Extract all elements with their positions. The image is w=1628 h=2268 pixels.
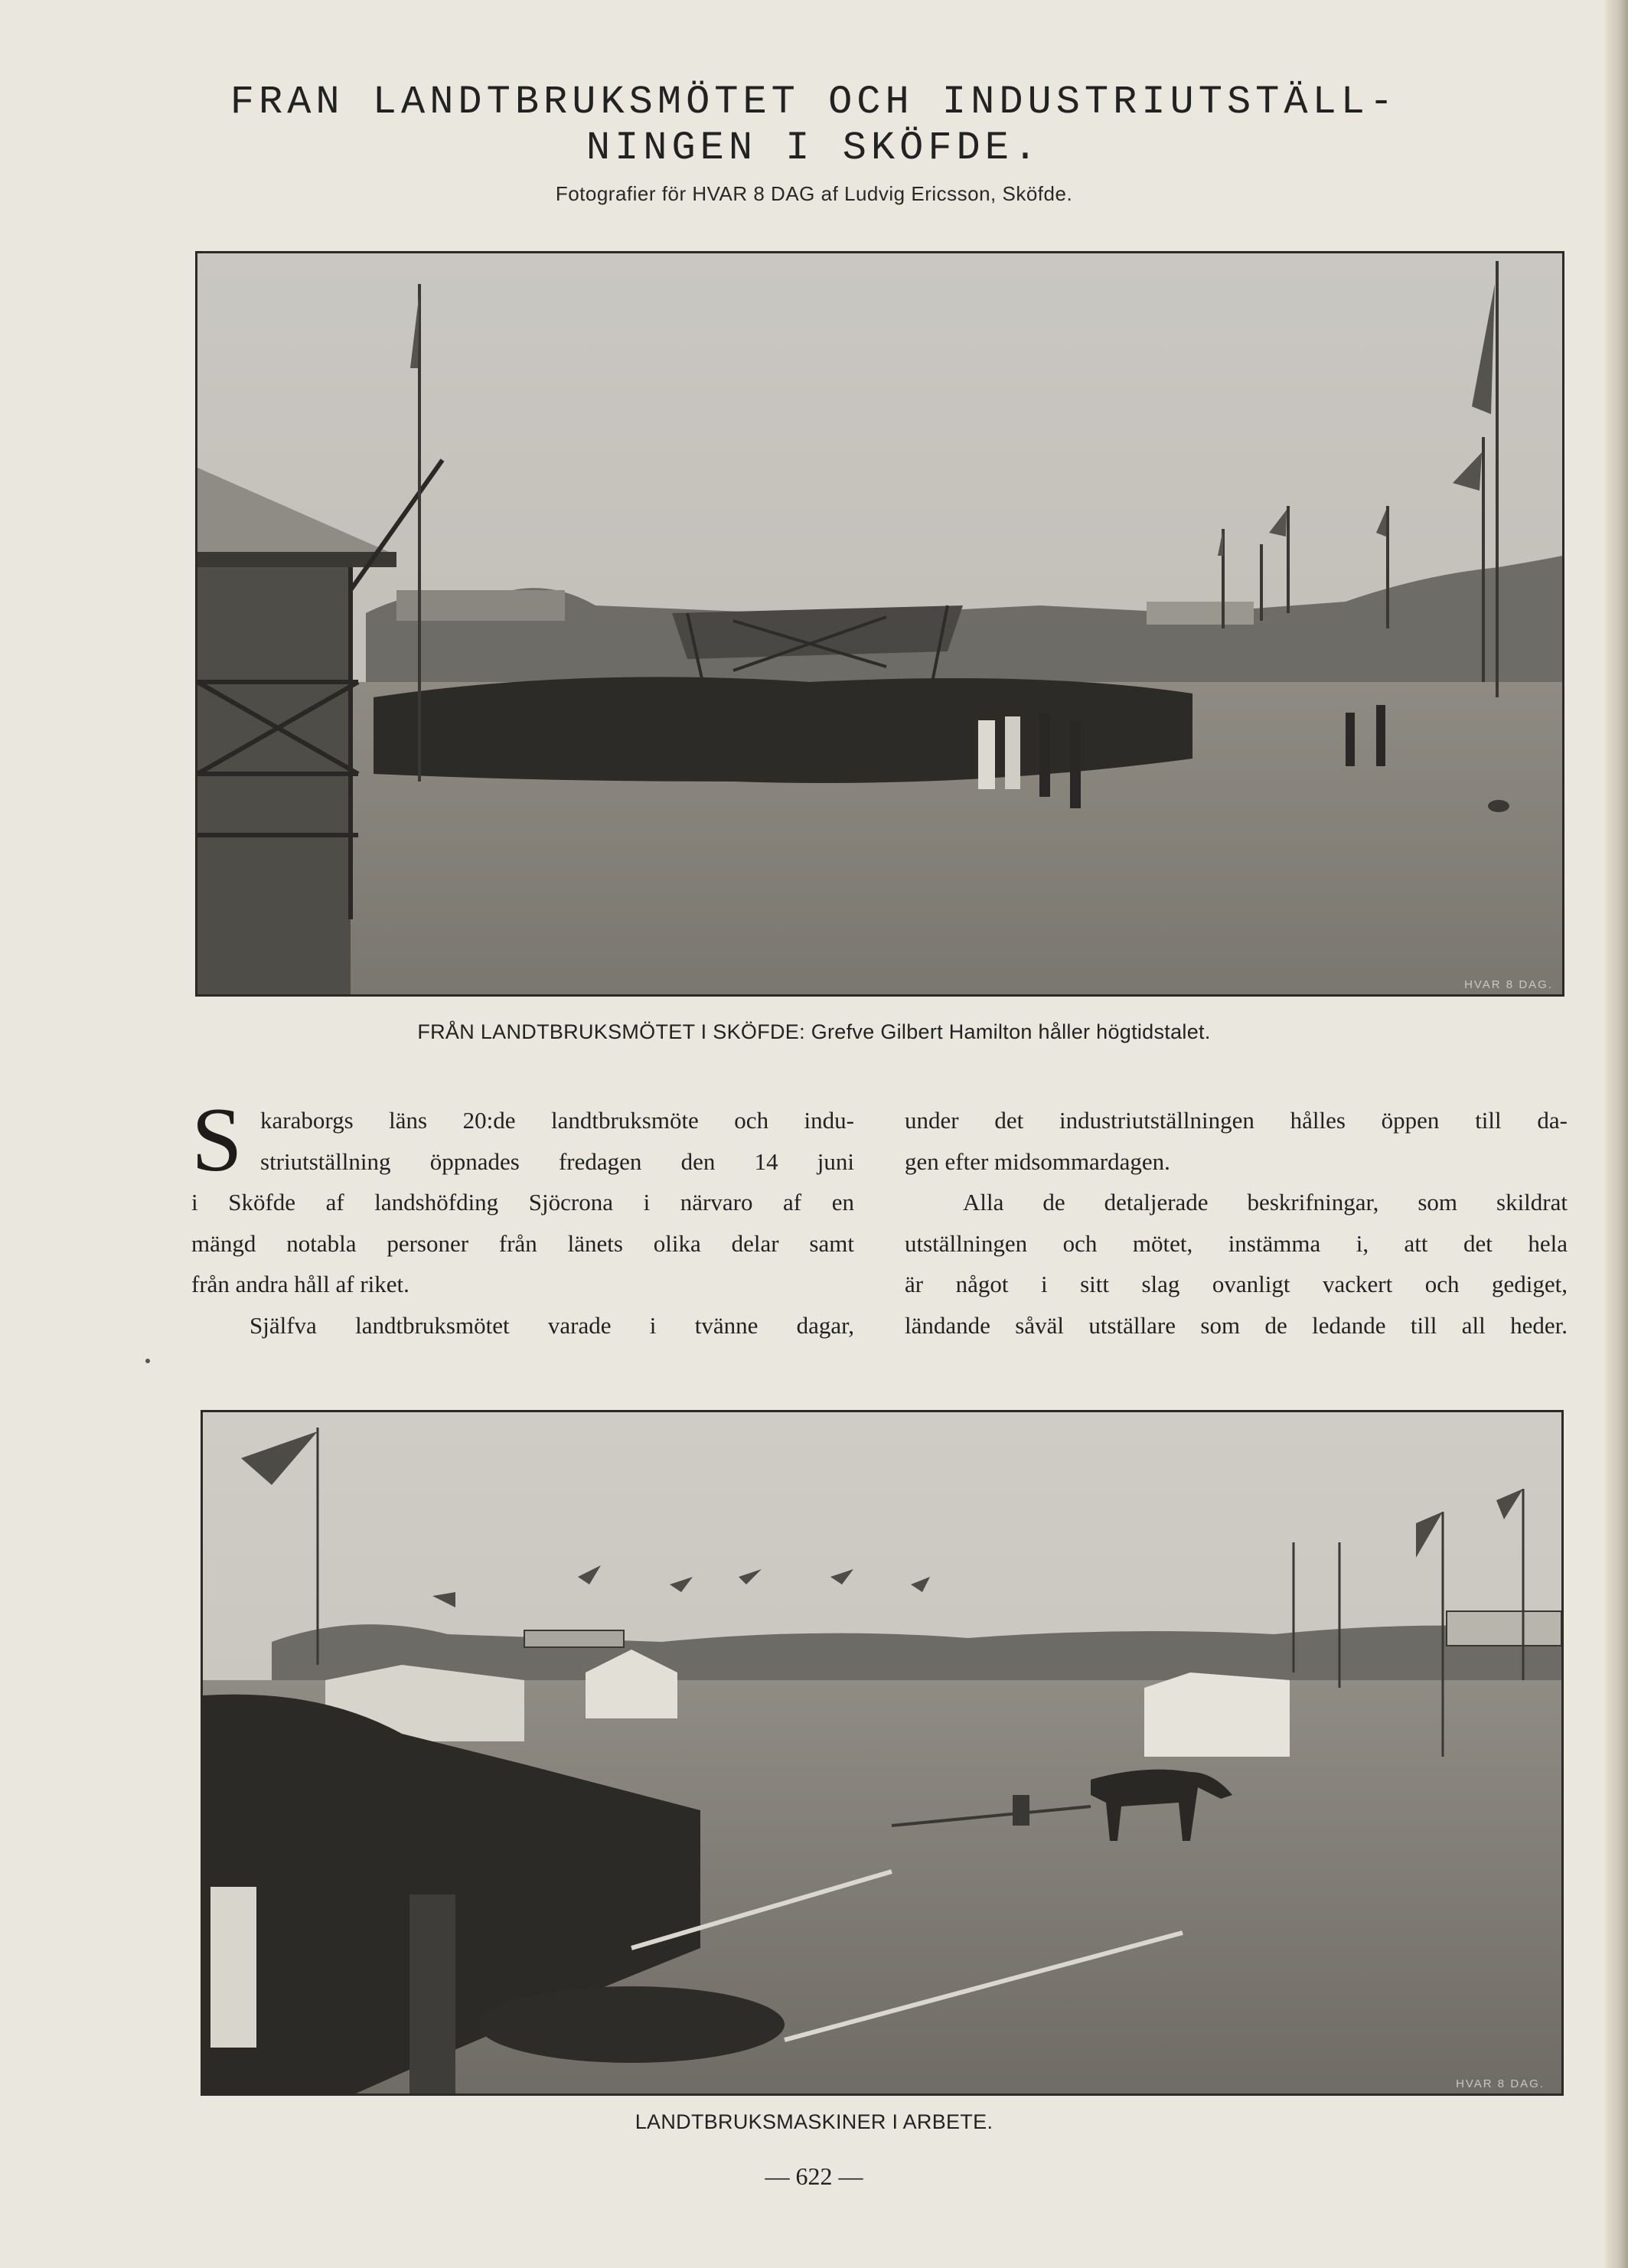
article-line: Själfva landtbruksmötet varade i tvänne dagar, (250, 1311, 854, 1339)
article-line: Alla de detaljerade beskrifningar, som skildrat (963, 1189, 1568, 1216)
article-column-right (905, 1100, 1568, 1346)
photo-agricultural-machinery (201, 1410, 1564, 2096)
photo-watermark: HVAR 8 DAG. (1464, 978, 1553, 991)
print-speck (145, 1359, 150, 1363)
article-line: gen efter midsommardagen. (905, 1147, 1170, 1175)
photo-credit: Fotografier för HVAR 8 DAG af Ludvig Ericsson, Sköfde. (555, 182, 1073, 205)
article-column-left (191, 1088, 854, 1346)
photo-watermark: HVAR 8 DAG. (1456, 2077, 1545, 2090)
article-line: mängd notabla personer från länets olika delar samt (191, 1229, 854, 1257)
article-line: under det industriutställningen hålles öppen till da- (905, 1107, 1568, 1134)
photo-bottom-caption: LANDTBRUKSMASKINER I ARBETE. (635, 2110, 993, 2133)
page-edge-shadow (1605, 0, 1628, 2268)
article-line: är något i sitt slag ovanligt vackert och gediget, (905, 1271, 1568, 1297)
page-title-line-1: FRAN LANDTBRUKSMÖTET OCH INDUSTRIUTSTÄLL- (230, 80, 1398, 125)
article-line: från andra håll af riket. (191, 1271, 409, 1297)
page-number: — 622 — (765, 2162, 863, 2190)
article-line: utställningen och mötet, instämma i, att det hela (905, 1229, 1568, 1257)
article-line: striutställning öppnades fredagen den 14 juni (260, 1147, 854, 1175)
photo-speech-crowd (195, 251, 1564, 997)
photo-top-caption: FRÅN LANDTBRUKSMÖTET I SKÖFDE: Grefve Gilbert Hamilton håller högtidstalet. (417, 1020, 1211, 1043)
article-line: i Sköfde af landshöfding Sjöcrona i närvaro af en (191, 1189, 854, 1216)
page-title-line-2: NINGEN I SKÖFDE. (586, 126, 1042, 171)
photo-speech-crowd-image (197, 253, 1562, 994)
article-line: karaborgs läns 20:de landtbruksmöte och indu- (260, 1107, 854, 1134)
dropcap-letter: S (191, 1088, 243, 1190)
article-line: ländande såväl utställare som de ledande till all heder. (905, 1311, 1568, 1339)
photo-agricultural-machinery-image (203, 1412, 1561, 2093)
